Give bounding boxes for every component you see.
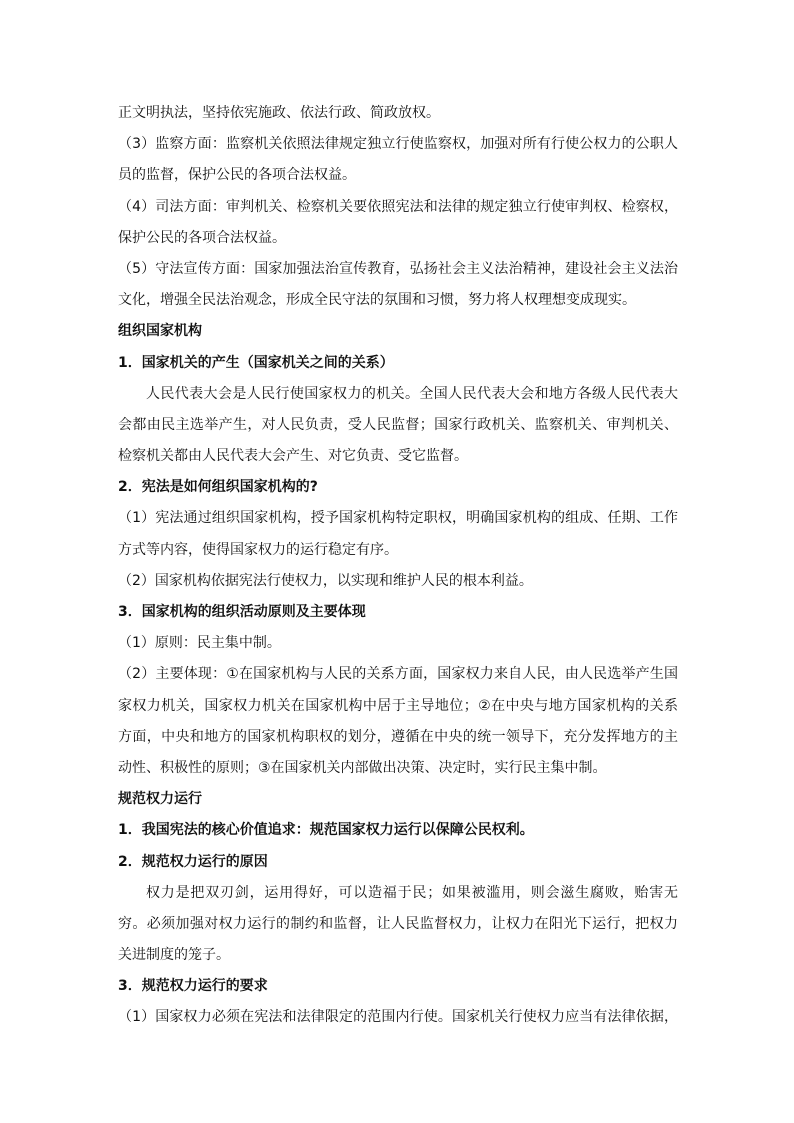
text-line: （4）司法方面：审判机关、检察机关要依照宪法和法律的规定独立行使审判权、检察权，: [118, 198, 678, 215]
subsection-heading: 2．规范权力运行的原因: [118, 853, 268, 870]
text-line: 员的监督，保护公民的各项合法权益。: [118, 167, 356, 184]
subsection-heading: 3．规范权力运行的要求: [118, 978, 268, 995]
text-line: 穷。必须加强对权力运行的制约和监督，让人民监督权力，让权力在阳光下运行，把权力: [118, 915, 678, 932]
text-line: （1）国家权力必须在宪法和法律限定的范围内行使。国家机关行使权力应当有法律依据，: [118, 1009, 678, 1026]
text-line: 方面，中央和地方的国家机构职权的划分，遵循在中央的统一领导下，充分发挥地方的主: [118, 728, 678, 745]
text-line: 会都由民主选举产生，对人民负责，受人民监督；国家行政机关、监察机关、审判机关、: [118, 416, 678, 433]
document-page: [118, 98, 678, 1034]
text-line: （5）守法宣传方面：国家加强法治宣传教育，弘扬社会主义法治精神，建设社会主义法治: [118, 260, 678, 277]
text-line: 关进制度的笼子。: [118, 947, 230, 964]
subsection-heading: 3．国家机构的组织活动原则及主要体现: [118, 604, 366, 620]
text-line: 正文明执法，坚持依宪施政、依法行政、简政放权。: [118, 105, 440, 121]
text-line: （3）监察方面：监察机关依照法律规定独立行使监察权，加强对所有行使公权力的公职人: [118, 136, 678, 153]
text-line: 人民代表大会是人民行使国家权力的机关。全国人民代表大会和地方各级人民代表大: [146, 385, 678, 402]
text-line: 检察机关都由人民代表大会产生、对它负责、受它监督。: [118, 448, 468, 465]
text-line: （1）宪法通过组织国家机构，授予国家机构特定职权，明确国家机构的组成、任期、工作: [118, 510, 678, 527]
text-line: 文化，增强全民法治观念，形成全民守法的氛围和习惯，努力将人权理想变成现实。: [118, 292, 636, 309]
text-line: 权力是把双刃剑，运用得好，可以造福于民；如果被滥用，则会滋生腐败，贻害无: [146, 884, 678, 901]
section-heading: 规范权力运行: [118, 791, 202, 808]
subsection-heading: 1．我国宪法的核心价值追求：规范国家权力运行以保障公民权利。: [118, 822, 534, 839]
text-line: （2）国家机构依据宪法行使权力，以实现和维护人民的根本利益。: [118, 572, 533, 589]
subsection-heading: 2．宪法是如何组织国家机构的?: [118, 479, 318, 496]
text-line: 家权力机关，国家权力机关在国家机构中居于主导地位；②在中央与地方国家机构的关系: [118, 697, 678, 714]
text-line: 方式等内容，使得国家权力的运行稳定有序。: [118, 541, 398, 558]
text-line: 保护公民的各项合法权益。: [118, 229, 286, 246]
subsection-heading: 1．国家机关的产生（国家机关之间的关系）: [118, 354, 394, 371]
text-line: （2）主要体现：①在国家机构与人民的关系方面，国家权力来自人民，由人民选举产生国: [118, 666, 678, 683]
text-line: 动性、积极性的原则；③在国家机关内部做出决策、决定时，实行民主集中制。: [118, 759, 607, 776]
text-line: （1）原则：民主集中制。: [118, 635, 281, 652]
section-heading: 组织国家机构: [118, 323, 202, 340]
